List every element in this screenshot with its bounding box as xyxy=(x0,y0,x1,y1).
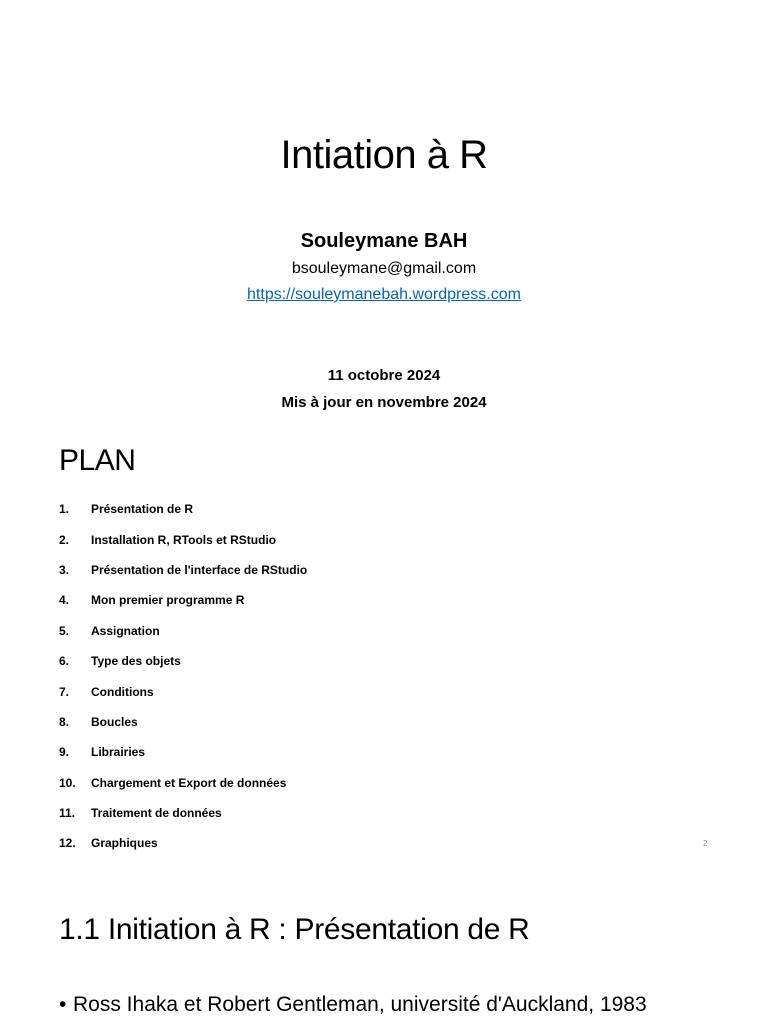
plan-item-number: 11. xyxy=(59,806,76,821)
plan-item-number: 6. xyxy=(59,654,70,669)
plan-item xyxy=(59,707,659,737)
plan-item xyxy=(59,768,659,798)
plan-item-number: 7. xyxy=(59,684,70,699)
bullet-icon: • xyxy=(59,993,67,1016)
author-website-link[interactable]: https://souleymanebah.wordpress.com xyxy=(247,286,521,303)
plan-item-label: Présentation de R xyxy=(91,502,194,517)
plan-item-label: Mon premier programme R xyxy=(91,593,245,608)
plan-item xyxy=(59,646,659,676)
plan-item-label: Conditions xyxy=(91,684,154,699)
plan-item-label: Assignation xyxy=(91,623,160,638)
author-website-container xyxy=(0,284,768,306)
plan-item-label: Graphiques xyxy=(91,836,158,851)
plan-item-number: 5. xyxy=(59,623,70,638)
plan-item-label: Boucles xyxy=(91,714,138,729)
plan-item xyxy=(59,737,659,767)
page-number: 2 xyxy=(703,839,708,848)
plan-list xyxy=(59,494,659,859)
plan-item-label: Chargement et Export de données xyxy=(91,775,287,790)
plan-item-label: Présentation de l'interface de RStudio xyxy=(91,562,308,577)
plan-item-number: 8. xyxy=(59,714,70,729)
author-email: bsouleymane@gmail.com xyxy=(291,260,477,277)
section-heading: 1.1 Initiation à R : Présentation de R xyxy=(59,913,530,946)
plan-item xyxy=(59,828,659,858)
plan-item-number: 12. xyxy=(59,836,76,851)
plan-item-number: 10. xyxy=(59,775,76,790)
plan-item xyxy=(59,585,659,615)
plan-item-number: 9. xyxy=(59,745,70,760)
plan-item-number: 3. xyxy=(59,562,70,577)
bullet-item xyxy=(59,990,647,1020)
plan-item xyxy=(59,524,659,554)
plan-item-number: 1. xyxy=(59,502,70,517)
plan-item-number: 2. xyxy=(59,532,70,547)
plan-item-label: Librairies xyxy=(91,745,146,760)
document-date: 11 octobre 2024 xyxy=(327,367,441,384)
bullet-text: Ross Ihaka et Robert Gentleman, université d'Auckland, 1983 xyxy=(73,993,647,1016)
document-title: Intiation à R xyxy=(280,133,488,177)
document-updated-date: Mis à jour en novembre 2024 xyxy=(281,394,487,411)
plan-item xyxy=(59,494,659,524)
plan-item-label: Type des objets xyxy=(91,654,181,669)
plan-item-number: 4. xyxy=(59,593,70,608)
plan-item-label: Traitement de données xyxy=(91,806,222,821)
plan-item xyxy=(59,798,659,828)
plan-item xyxy=(59,555,659,585)
author-name: Souleymane BAH xyxy=(300,230,468,252)
plan-item xyxy=(59,676,659,706)
plan-heading: PLAN xyxy=(59,444,136,477)
plan-item-label: Installation R, RTools et RStudio xyxy=(91,532,277,547)
plan-item xyxy=(59,616,659,646)
